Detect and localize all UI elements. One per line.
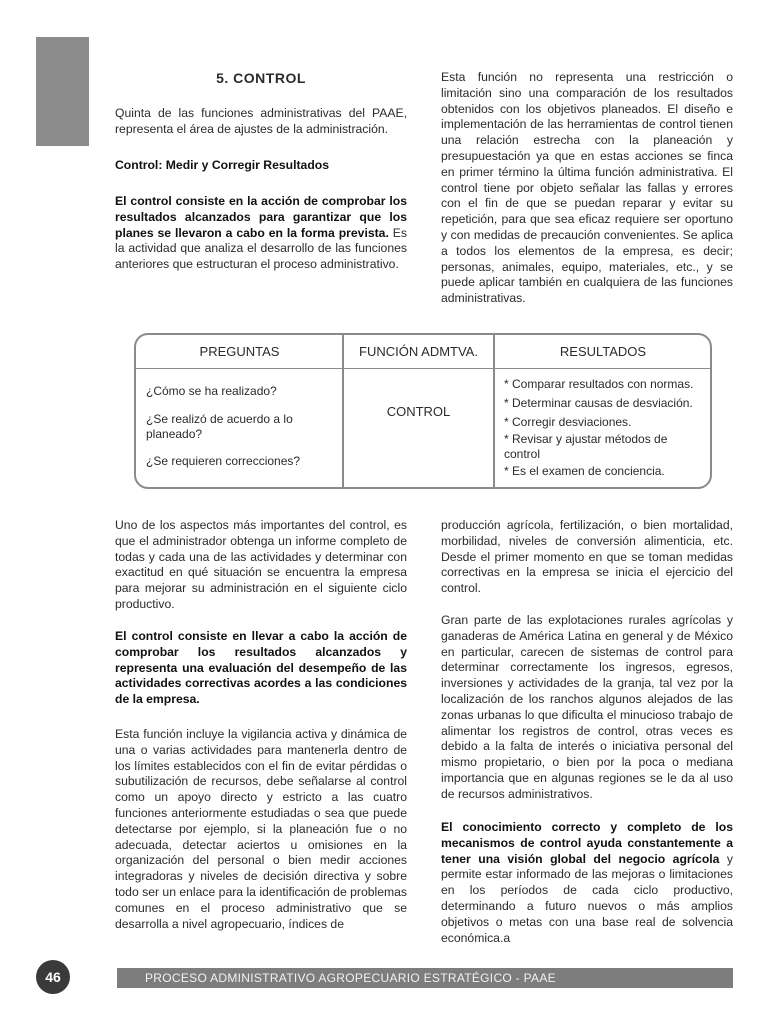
right-paragraph-1 bbox=[441, 70, 733, 307]
left-paragraph-3-text: Uno de los aspectos más importantes del control, es que el administrador obtenga un informe completo de todas y cada una de las actividades y determinar con exactitud en qué situación se encuentra la empresa para mejorar su administración en el siguiente ciclo productivo. bbox=[115, 518, 407, 611]
left-subtitle: Control: Medir y Corregir Resultados bbox=[115, 158, 329, 172]
result-5: * Es el examen de conciencia. bbox=[504, 464, 665, 478]
left-paragraph-1-text: Quinta de las funciones administrativas del PAAE, representa el área de ajustes de la administración. bbox=[115, 106, 407, 136]
result-3: * Corregir desviaciones. bbox=[504, 415, 632, 429]
left-paragraph-3 bbox=[115, 518, 407, 613]
result-2: * Determinar causas de desviación. bbox=[504, 396, 693, 410]
control-table bbox=[134, 333, 712, 489]
left-paragraph-2-rest: Es la actividad que analiza el desarrollo de las funciones anteriores que estructuran el proceso administrativo. bbox=[115, 225, 407, 272]
left-paragraph-5-text: Esta función incluye la vigilancia activa y dinámica de una o varias actividades para mantenerla dentro de los límites establecidos con el fin de evitar pérdidas o subutilización de recursos, debe señalarse al control como un apoyo directo y estricto a las cuatro funciones anteriormente estudiadas o sea que puede detectarse por ejemplo, si la planeación fue o no adecuada, detectar aciertos u omisiones en la organización del personal o bien medir acciones integradoras y niveles de decisión directiva y sobre todo ser un enlace para la identificación de problemas comunes en el proceso administrativo que se desarrolla a nivel agropecuario, índices de bbox=[115, 727, 408, 931]
right-paragraph-4-bold: El conocimiento correcto y completo de los mecanismos de control ayuda constantemente a tener una visión global del negocio agrícola bbox=[441, 820, 733, 866]
right-paragraph-4 bbox=[441, 820, 733, 946]
left-paragraph-5 bbox=[115, 727, 407, 932]
question-2: ¿Se realizó de acuerdo a lo planeado? bbox=[146, 412, 293, 441]
right-paragraph-3-text: Gran parte de las explotaciones rurales agrícolas y ganaderas de América Latina en general y de México en particular, carecen de sistemas de control para determinar correctamente los ingresos, egresos, inversiones y actividades de la granja, tal vez por la localización de los ranchos algunos alejados de las zonas urbanas lo que dificulta el minucioso trabajo de alimentar los registros de control, otras veces es debido a la falta de interés o iniciativa personal del mismo propietario, o bien por la poca o mediana importancia que en algunas regiones se le da al uso de recursos administrativos. bbox=[441, 613, 733, 801]
right-paragraph-2-text: producción agrícola, fertilización, o bien mortalidad, morbilidad, niveles de conversión alimenticia, etc. Desde el primer momento en que se toman medidas correctivas en la empresa se inicia el ejercicio del control. bbox=[441, 518, 733, 596]
left-paragraph-1 bbox=[115, 106, 407, 138]
left-paragraph-2-bold: El control consiste en la acción de comprobar los resultados alcanzados para garantizar que los planes se llevaron a cabo en la forma prevista. bbox=[115, 194, 407, 240]
running-title: PROCESO ADMINISTRATIVO AGROPECUARIO ESTRATÉGICO - PAAE bbox=[145, 971, 556, 985]
question-3: ¿Se requieren correcciones? bbox=[146, 454, 301, 468]
right-paragraph-4-rest: y permite estar informado de las mejoras o limitaciones en los períodos de cada ciclo productivo, determinando a futuro nuevos o más amplios objetivos o metas con una base real de solvencia económica.a bbox=[441, 851, 733, 945]
header-funcion: FUNCIÓN ADMTVA. bbox=[359, 344, 478, 359]
right-paragraph-3 bbox=[441, 613, 733, 803]
header-preguntas: PREGUNTAS bbox=[199, 344, 280, 359]
section-title: 5. CONTROL bbox=[216, 70, 306, 86]
result-4: * Revisar y ajustar métodos de control bbox=[504, 432, 668, 461]
right-paragraph-1-text: Esta función no representa una restricción o limitación sino una comparación de los resultados obtenidos con los objetivos planeados. El diseño e implementación de las herramientas de control tienen una relación estrecha con la planeación y presupuestación ya que en estas acciones se finca en primer término la última función administrativa. El control tiene por objeto señalar las fallas y errores con el fin de que se puedan reparar y evitar su repetición, para que sea eficaz requiere ser oportuno y con medidas de precaución convenientes. Se aplica a todos los elementos de la empresa, es decir; personas, animales, equipo, materiales, etc., y se puede aplicar también en cualquiera de las funciones administrativas. bbox=[441, 70, 733, 306]
left-paragraph-2 bbox=[115, 194, 407, 273]
result-1: * Comparar resultados con normas. bbox=[504, 377, 694, 391]
table-header-row bbox=[136, 335, 710, 369]
question-1: ¿Cómo se ha realizado? bbox=[146, 384, 277, 398]
right-paragraph-2 bbox=[441, 518, 733, 597]
function-cell: CONTROL bbox=[386, 404, 451, 419]
decorative-gray-tab bbox=[36, 37, 89, 146]
left-paragraph-4: El control consiste en llevar a cabo la acción de comprobar los resultados alcanzados y representa una evaluación del desempeño de las actividades correctivas acordes a las condiciones de la empresa. bbox=[115, 629, 407, 707]
page-number: 46 bbox=[36, 960, 70, 994]
header-resultados: RESULTADOS bbox=[559, 344, 647, 359]
